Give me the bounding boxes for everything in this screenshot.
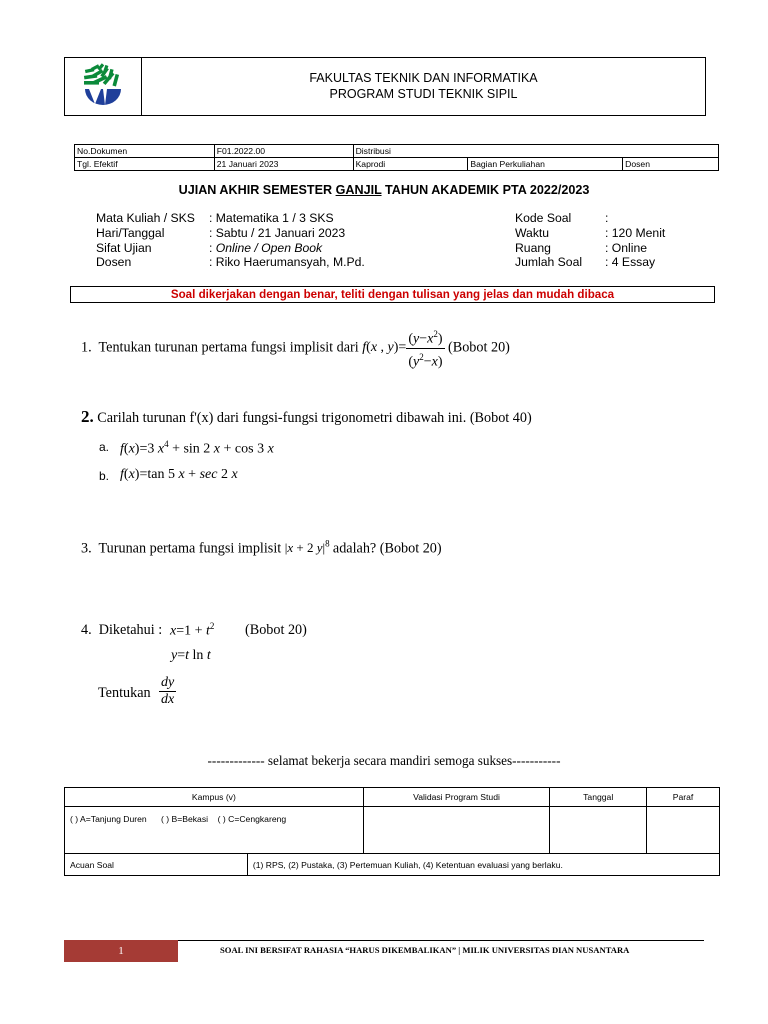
campus-options xyxy=(65,807,364,854)
info-label: Mata Kuliah / SKS xyxy=(96,211,195,225)
question-number: 1. xyxy=(81,339,92,356)
info-label: Jumlah Soal xyxy=(515,255,583,270)
question-number: 4. xyxy=(81,622,92,638)
info-value: : xyxy=(605,211,609,225)
exam-mode: Online / Open Book xyxy=(215,240,323,255)
info-label: Waktu xyxy=(515,225,550,240)
document-meta-table xyxy=(74,144,719,171)
q4-tentukan: Tentukan xyxy=(98,685,151,701)
paraf-cell xyxy=(647,807,720,854)
question-text: Turunan pertama fungsi implisit xyxy=(98,540,282,557)
acuan-value: (1) RPS, (2) Pustaka, (3) Pertemuan Kuliah, (4) Ketentuan evaluasi yang berlaku. xyxy=(247,854,719,876)
q2-item-b-label: b. xyxy=(99,469,110,483)
meta-cell: No.Dokumen xyxy=(75,145,215,158)
exam-info-labels xyxy=(515,211,582,270)
university-logo xyxy=(65,58,141,115)
acuan-label: Acuan Soal xyxy=(65,854,248,876)
exam-title-suffix: TAHUN AKADEMIK PTA 2022/2023 xyxy=(385,183,590,197)
header-kampus: Kampus (v) xyxy=(65,788,364,807)
exam-title xyxy=(0,183,768,197)
question-text: Tentukan turunan pertama fungsi implisit dari xyxy=(98,339,359,356)
info-label: Sifat Ujian xyxy=(96,240,152,255)
info-value: : Online xyxy=(605,240,648,255)
question-1 xyxy=(81,326,510,370)
question-suffix: adalah? (Bobot 20) xyxy=(332,540,442,557)
document-header xyxy=(64,57,706,116)
question-2 xyxy=(81,407,532,427)
exam-title-ganjil: GANJIL xyxy=(335,183,382,197)
question-4 xyxy=(81,622,162,639)
q3-formula: |x + 2 $y|^8$ xyxy=(284,539,330,556)
logo-cell xyxy=(65,58,142,115)
instruction-banner: Soal dikerjakan dengan benar, teliti dengan tulisan yang jelas dan mudah dibaca xyxy=(70,286,715,303)
header-validasi: Validasi Program Studi xyxy=(363,788,550,807)
page-number-badge: 1 xyxy=(64,940,178,962)
info-label: Dosen xyxy=(96,255,132,270)
program-name: PROGRAM STUDI TEKNIK SIPIL xyxy=(329,87,518,101)
header-tanggal: Tanggal xyxy=(550,788,647,807)
meta-row xyxy=(75,145,719,158)
validation-header-row xyxy=(65,788,720,807)
q2-item-b-formula: f(x)=tan 5 x + sec 2 x xyxy=(120,467,238,482)
info-label: Kode Soal xyxy=(515,211,572,225)
meta-cell: Tgl. Efektif xyxy=(75,158,215,171)
q4-formula-y: y=t ln t xyxy=(171,648,211,663)
validation-campus-row xyxy=(65,807,720,854)
meta-cell: Distribusi xyxy=(353,145,718,158)
course-info-labels xyxy=(96,211,195,270)
info-value: : Riko Haerumansyah, M.Pd. xyxy=(209,255,365,270)
info-label: Ruang xyxy=(515,240,551,255)
q4-formula-x: $x=1 + t^2$ xyxy=(170,621,215,639)
q1-formula: f(x , y)= $\frac{(y-x^2)}{(y^2-x)}$ xyxy=(362,340,448,355)
faculty-heading xyxy=(142,70,705,102)
exam-info-values xyxy=(605,211,665,270)
header-paraf: Paraf xyxy=(647,788,720,807)
faculty-name: FAKULTAS TEKNIK DAN INFORMATIKA xyxy=(309,71,538,85)
meta-row xyxy=(75,158,719,171)
campus-option-a: ( ) A=Tanjung Duren xyxy=(70,814,147,824)
meta-cell: Kaprodi xyxy=(353,158,468,171)
meta-cell: Dosen xyxy=(623,158,719,171)
q2-item-a-formula: f(x)=3 $x^4 + \sin 2$ x + cos 3 x xyxy=(120,439,274,457)
validation-table xyxy=(64,787,720,876)
info-value: : 4 Essay xyxy=(605,255,656,270)
question-number: 2. xyxy=(81,407,94,426)
acuan-row xyxy=(65,854,720,876)
info-value: : Matematika 1 / 3 SKS xyxy=(209,211,334,225)
exam-title-prefix: UJIAN AKHIR SEMESTER xyxy=(178,183,333,197)
question-weight: (Bobot 20) xyxy=(448,339,510,356)
info-label: Hari/Tanggal xyxy=(96,225,165,240)
tanggal-cell xyxy=(550,807,647,854)
footer-notice: SOAL INI BERSIFAT RAHASIA “HARUS DIKEMBALIKAN” | MILIK UNIVERSITAS DIAN NUSANTARA xyxy=(220,945,630,955)
meta-cell: F01.2022.00 xyxy=(214,145,353,158)
info-value-mode xyxy=(209,241,365,256)
course-info-values xyxy=(209,211,365,270)
campus-option-b: ( ) B=Bekasi xyxy=(161,814,209,824)
meta-cell: Bagian Perkuliahan xyxy=(468,158,623,171)
question-3 xyxy=(81,539,442,557)
question-text: Diketahui : xyxy=(98,622,163,638)
campus-option-c: ( ) C=Cengkareng xyxy=(217,814,287,824)
question-number: 3. xyxy=(81,540,92,557)
validasi-cell xyxy=(363,807,550,854)
q4-derivative: $\frac{dy}{dx}$ xyxy=(161,675,175,707)
colon: : xyxy=(209,240,213,255)
info-value: : Sabtu / 21 Januari 2023 xyxy=(209,225,346,240)
meta-cell: 21 Januari 2023 xyxy=(214,158,353,171)
question-text: Carilah turunan f'(x) dari fungsi-fungsi trigonometri dibawah ini. (Bobot 40) xyxy=(97,410,532,426)
closing-message: ------------- selamat bekerja secara mandiri semoga sukses----------- xyxy=(207,753,561,768)
q2-item-a-label: a. xyxy=(99,440,110,454)
question-weight: (Bobot 20) xyxy=(245,622,307,638)
info-value: : 120 Menit xyxy=(605,225,666,240)
